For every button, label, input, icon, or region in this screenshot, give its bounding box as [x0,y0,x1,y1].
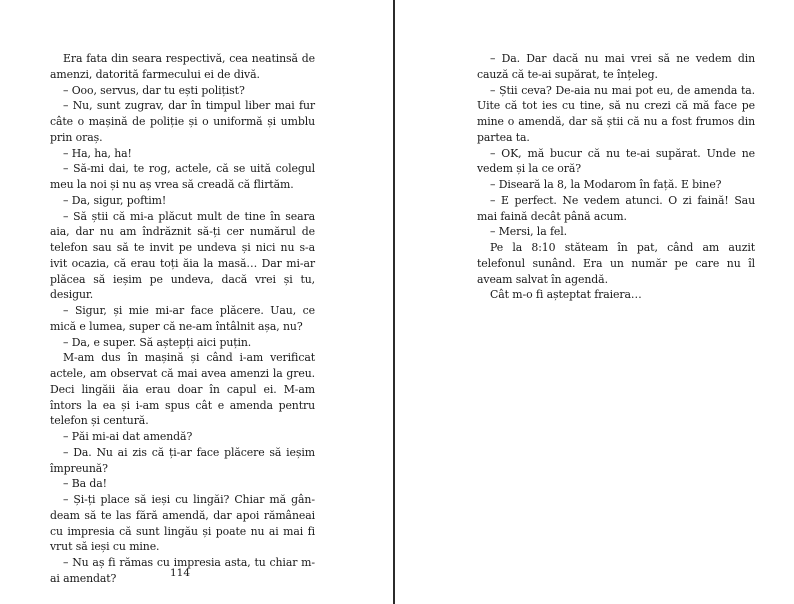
left-paragraph: – Nu, sunt zugrav, dar în timpul liber mai fur câte o mașină de poliție și o uniformă și umblu prin oraș. [50,99,315,144]
left-paragraph: Era fata din seara respectivă, cea neatinsă de amenzi, datorită farmecului ei de divă. [50,52,315,81]
right-paragraph: Pe la 8:10 stăteam în pat, când am auzit telefonul sunând. Era un număr pe care nu îl aveam salvat în agendă. [477,241,755,286]
left-paragraph: – Păi mi-ai dat amendă? [63,430,193,443]
right-paragraph: – E perfect. Ne vedem atunci. O zi faină! Sau mai faină decât până acum. [477,193,755,223]
left-paragraph: M-am dus în mașină și când i-am verificat actele, am observat că mai avea amenzi la greu. Deci lingăii ăia erau doar în capul ei. M-am întors la ea și i-am spus cât e amenda pentru telefon și centură. [50,351,315,428]
left-paragraph: – Da. Nu ai zis că ți-ar face plăcere să ieșim împreună? [50,445,315,475]
left-paragraph: – Sigur, și mie mi-ar face plăcere. Uau, ce mică e lumea, super că ne-am întâlnit așa, nu? [50,304,315,333]
left-paragraph: – Ba da! [63,477,107,491]
left-paragraph: – Nu aș fi rămas cu impresia asta, tu chiar m-ai amendat? [50,556,315,585]
right-paragraph: – OK, mă bucur că nu te-ai supărat. Unde ne vedem și la ce oră? [477,146,755,176]
right-paragraph: – Știi ceva? De-aia nu mai pot eu, de amenda ta. Uite că tot ies cu tine, să nu crezi că mă face pe mine o amendă, dar să știi că nu a fost frumos din partea ta. [477,83,755,144]
right-paragraph: Cât m-o fi așteptat fraiera… [490,288,642,302]
left-paragraph: – Da, e super. Să aștepți aici puțin. [63,335,252,349]
right-paragraph: – Diseară la 8, la Modarom în față. E bine? [490,178,722,191]
left-paragraph: – Ha, ha, ha! [63,146,132,160]
right-paragraph: – Da. Dar dacă nu mai vrei să ne vedem din cauză că te-ai supărat, te înțeleg. [477,52,755,81]
page-number: 114 [169,567,191,579]
left-paragraph: – Ooo, servus, dar tu ești polițist? [63,83,245,97]
left-paragraph: – Să știi că mi-a plăcut mult de tine în seara aia, dar nu am îndrăznit să-ți cer numărul de telefon sau să te invit pe undeva și nici nu s-a ivit ocazia, că erau toți ăia la masă… Dar mi-ar plăcea să ieșim pe undeva, dacă vrei și tu, desigur. [50,209,315,302]
page-divider [393,0,395,604]
right-paragraph: – Mersi, la fel. [490,225,567,239]
left-paragraph: – Să-mi dai, te rog, actele, că se uită colegul meu la noi și nu aș vrea să creadă că flirtăm. [50,162,315,191]
right-page [477,51,755,303]
left-paragraph: – Și-ți place să ieși cu lingăi? Chiar mă gândeam să te las fără amendă, dar apoi rămâneai cu impresia că sunt lingău și poate nu ai mai fi vrut să ieși cu mine. [50,493,315,554]
left-page [50,51,315,587]
left-paragraph: – Da, sigur, poftim! [63,193,167,207]
